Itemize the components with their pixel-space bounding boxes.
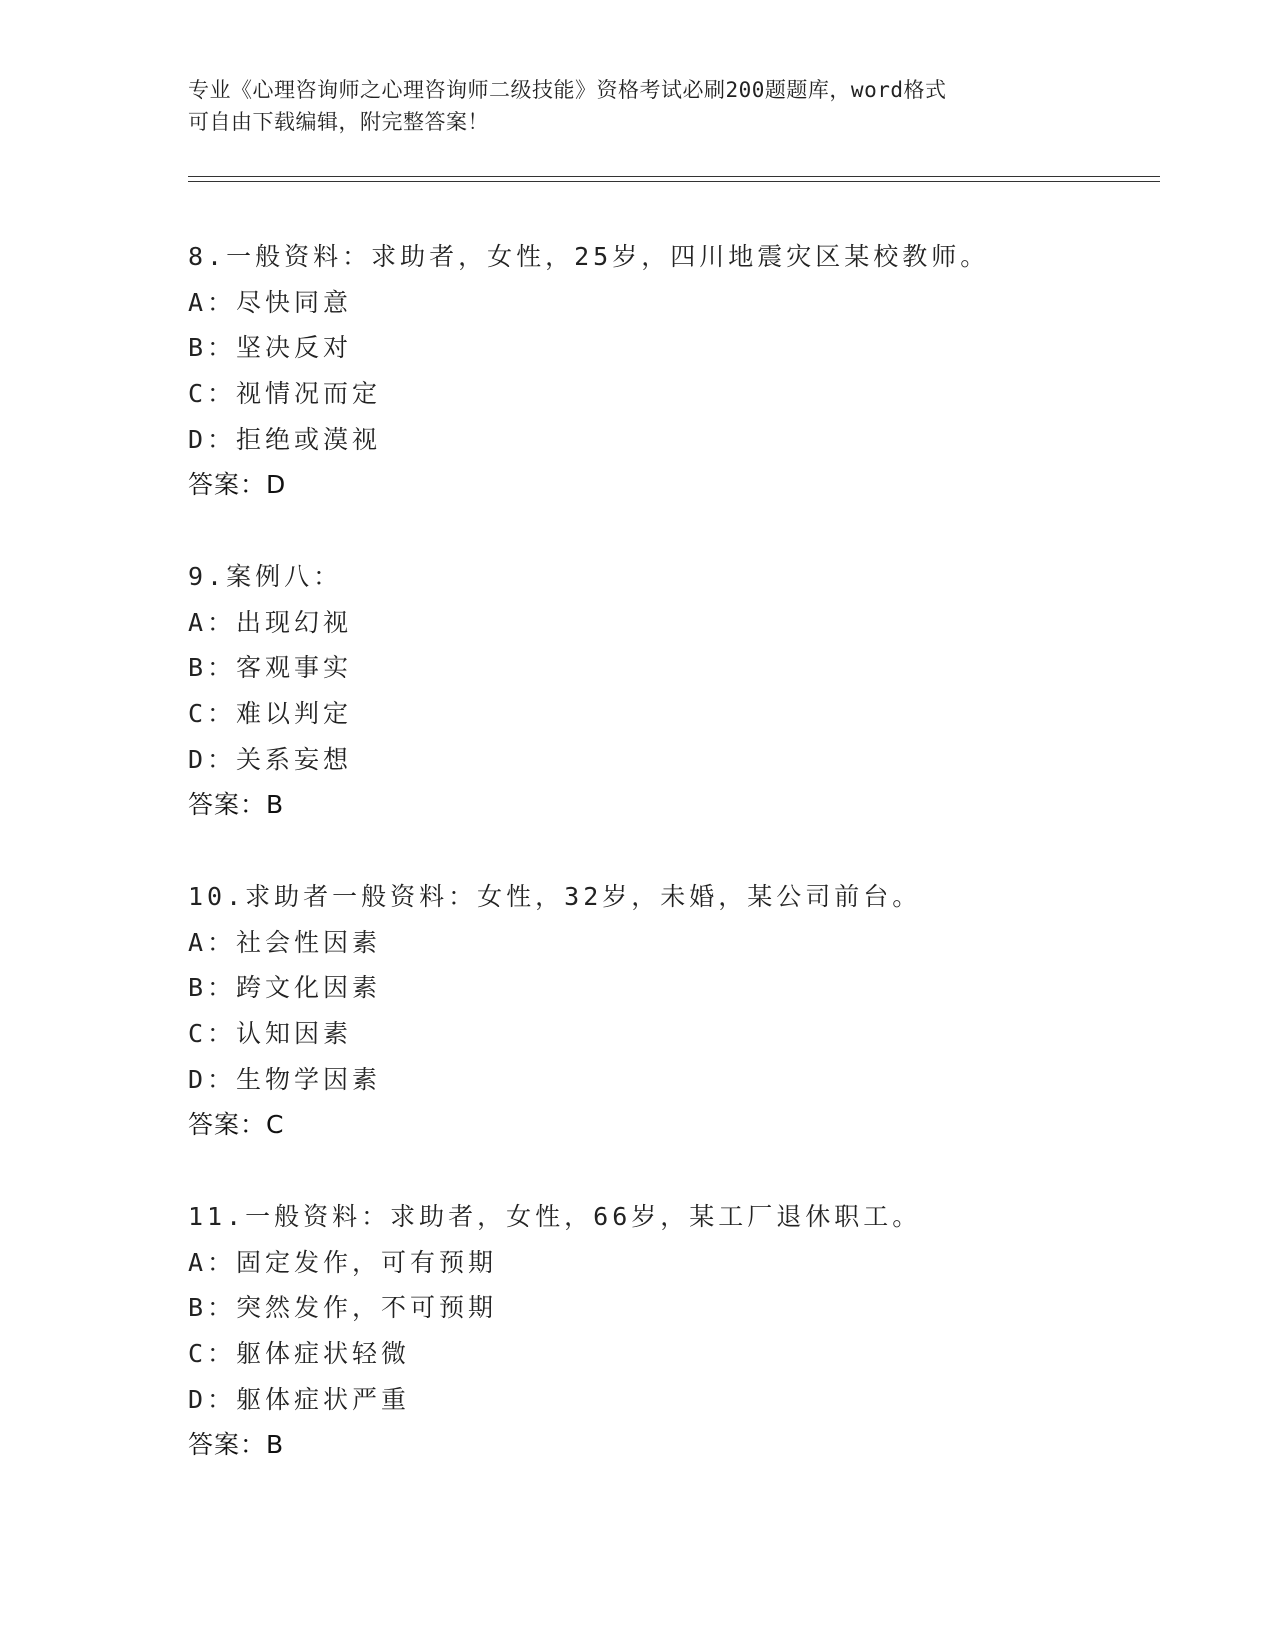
option-b: B：突然发作，不可预期 <box>188 1293 498 1323</box>
option-c: C：认知因素 <box>188 1019 353 1049</box>
option-c: C：视情况而定 <box>188 379 382 409</box>
header-title-line-2: 可自由下载编辑，附完整答案！ <box>188 110 489 134</box>
answer-line: 答案：C <box>188 1110 285 1140</box>
document-header <box>188 74 1088 138</box>
option-b: B：跨文化因素 <box>188 973 382 1003</box>
option-b: B：客观事实 <box>188 653 353 683</box>
option-a: A：出现幻视 <box>188 607 353 637</box>
question-8 <box>188 234 989 508</box>
option-a: A：尽快同意 <box>188 287 353 317</box>
answer-line: 答案：B <box>188 790 285 820</box>
option-d: D：关系妄想 <box>188 744 353 774</box>
option-a: A：社会性因素 <box>188 927 382 957</box>
question-9 <box>188 554 352 828</box>
option-a: A：固定发作，可有预期 <box>188 1247 498 1277</box>
header-divider-top <box>188 176 1160 177</box>
option-b: B：坚决反对 <box>188 333 353 363</box>
option-c: C：难以判定 <box>188 699 353 729</box>
question-stem: 10.求助者一般资料：女性，32岁，未婚，某公司前台。 <box>188 882 922 911</box>
option-d: D：拒绝或漠视 <box>188 424 382 454</box>
header-title-line-1: 专业《心理咨询师之心理咨询师二级技能》资格考试必刷200题题库，word格式 <box>188 78 947 102</box>
option-d: D：躯体症状严重 <box>188 1384 411 1414</box>
question-stem: 9.案例八： <box>188 562 343 591</box>
question-11 <box>188 1194 921 1468</box>
question-stem: 8.一般资料：求助者，女性，25岁，四川地震灾区某校教师。 <box>188 242 990 271</box>
answer-line: 答案：D <box>188 470 287 500</box>
header-divider-bottom <box>188 181 1160 182</box>
option-c: C：躯体症状轻微 <box>188 1339 411 1369</box>
question-stem: 11.一般资料：求助者，女性，66岁，某工厂退休职工。 <box>188 1202 922 1231</box>
answer-line: 答案：B <box>188 1430 285 1460</box>
question-10 <box>188 874 921 1148</box>
option-d: D：生物学因素 <box>188 1064 382 1094</box>
